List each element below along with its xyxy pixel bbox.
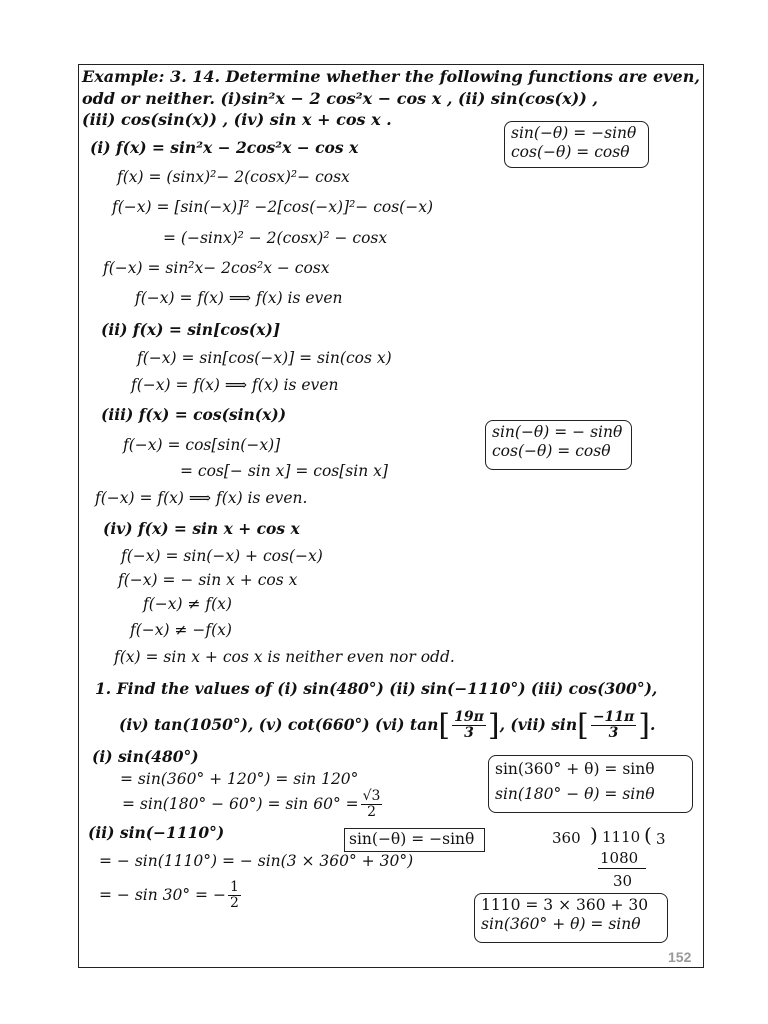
fraction-19pi-3 (452, 710, 486, 740)
identity-box-1 (504, 121, 649, 168)
fraction-neg11pi-3 (591, 710, 636, 740)
question-line-2 (119, 703, 655, 747)
part-iv-title: (iv) f(x) = sin x + cos x (103, 519, 300, 538)
long-division-subtrahend: 1080 (600, 849, 639, 867)
part-i-title: (i) f(x) = sin²x − 2cos²x − cos x (90, 138, 359, 157)
decomposition-1110: 1110 = 3 × 360 + 30 (481, 896, 649, 914)
identity-sin-neg: sin(−θ) = −sinθ (349, 830, 475, 848)
part-iii-step-1: f(−x) = cos[sin(−x)] (123, 436, 281, 454)
question-line-2-b: , (vii) sin (499, 714, 578, 734)
division-bracket: ) (590, 823, 598, 847)
long-division-divisor: 360 (552, 829, 581, 847)
example-line-1: Example: 3. 14. Determine whether the following functions are even, (82, 67, 700, 86)
part-iv-step-4: f(−x) ≠ −f(x) (130, 621, 232, 639)
fraction-numerator: 1 (229, 878, 239, 895)
part-ii-conclusion: f(−x) = f(x) ⟹ f(x) is even (131, 376, 339, 394)
part-iii-conclusion: f(−x) = f(x) ⟹ f(x) is even. (95, 489, 308, 507)
part-i-step-3: = (−sinx)² − 2(cosx)² − cosx (163, 229, 388, 247)
example-line-2: odd or neither. (i)sin²x − 2 cos²x − cos x , (ii) sin(cos(x)) , (82, 89, 598, 108)
part-iii-step-2: = cos[− sin x] = cos[sin x] (180, 462, 388, 480)
solution-i-step-2-text: = sin(180° − 60°) = sin 60° = (122, 794, 359, 813)
fraction-numerator: −11π (592, 708, 635, 725)
fraction-sqrt3-2 (361, 789, 383, 819)
identity-cos: cos(−θ) = cosθ (492, 441, 611, 460)
identity-sin: sin(−θ) = − sinθ (492, 423, 623, 441)
part-ii-step-1: f(−x) = sin[cos(−x)] = sin(cos x) (137, 349, 392, 367)
question-line-2-c: . (650, 714, 656, 734)
part-i-step-2: f(−x) = [sin(−x)]² −2[cos(−x)]²− cos(−x) (112, 198, 434, 216)
question-line-2-a: (iv) tan(1050°), (v) cot(660°) (vi) tan (119, 714, 439, 734)
example-line-3: (iii) cos(sin(x)) , (iv) sin x + cos x . (82, 110, 392, 129)
question-line-1: 1. Find the values of (i) sin(480°) (ii) sin(−1110°) (iii) cos(300°), (95, 679, 658, 698)
division-bracket-right: ( (644, 823, 652, 847)
solution-ii-step-2 (99, 875, 243, 915)
fraction-1-2 (228, 880, 241, 910)
fraction-denominator: 2 (229, 894, 239, 911)
part-iii-title: (iii) f(x) = cos(sin(x)) (101, 405, 287, 424)
identity-sin-360-b: sin(360° + θ) = sinθ (481, 914, 641, 933)
bracket-close: ] (638, 707, 650, 743)
identity-box-5 (474, 893, 668, 943)
part-iv-conclusion: f(x) = sin x + cos x is neither even nor odd. (114, 648, 455, 666)
identity-sin-180: sin(180° − θ) = sinθ (495, 784, 655, 803)
solution-ii-step-2-text: = − sin 30° = − (99, 885, 226, 904)
identity-box-2 (485, 420, 632, 470)
page-number: 152 (668, 949, 692, 965)
division-line (598, 868, 646, 869)
identity-sin: sin(−θ) = −sinθ (511, 124, 637, 142)
identity-box-4 (344, 828, 485, 852)
long-division-remainder: 30 (613, 872, 633, 890)
part-ii-title: (ii) f(x) = sin[cos(x)] (101, 320, 281, 339)
identity-cos: cos(−θ) = cosθ (511, 142, 630, 161)
part-iv-step-3: f(−x) ≠ f(x) (143, 595, 232, 613)
part-iv-step-2: f(−x) = − sin x + cos x (118, 571, 298, 589)
fraction-denominator: 3 (608, 724, 619, 741)
bracket-open: [ (438, 707, 451, 743)
fraction-denominator: 2 (367, 803, 376, 820)
bracket-close: ] (487, 707, 500, 743)
solution-i-title: (i) sin(480°) (92, 747, 199, 766)
solution-i-step-1: = sin(360° + 120°) = sin 120° (120, 770, 359, 788)
fraction-numerator: √3 (362, 787, 381, 804)
long-division-dividend: 1110 (602, 828, 641, 846)
fraction-denominator: 3 (464, 724, 474, 741)
part-i-conclusion: f(−x) = f(x) ⟹ f(x) is even (135, 289, 343, 307)
identity-box-3 (488, 755, 693, 813)
part-i-step-1: f(x) = (sinx)²− 2(cosx)²− cosx (117, 168, 350, 186)
long-division-quotient: 3 (656, 830, 666, 848)
part-i-step-4: f(−x) = sin²x− 2cos²x − cosx (103, 259, 330, 277)
solution-ii-step-1: = − sin(1110°) = − sin(3 × 360° + 30°) (99, 852, 414, 870)
bracket-open: [ (577, 707, 589, 743)
identity-sin-360: sin(360° + θ) = sinθ (495, 760, 655, 778)
part-iv-step-1: f(−x) = sin(−x) + cos(−x) (121, 547, 323, 565)
solution-ii-title: (ii) sin(−1110°) (88, 823, 225, 842)
fraction-numerator: 19π (454, 708, 484, 725)
solution-i-step-2 (122, 784, 384, 824)
